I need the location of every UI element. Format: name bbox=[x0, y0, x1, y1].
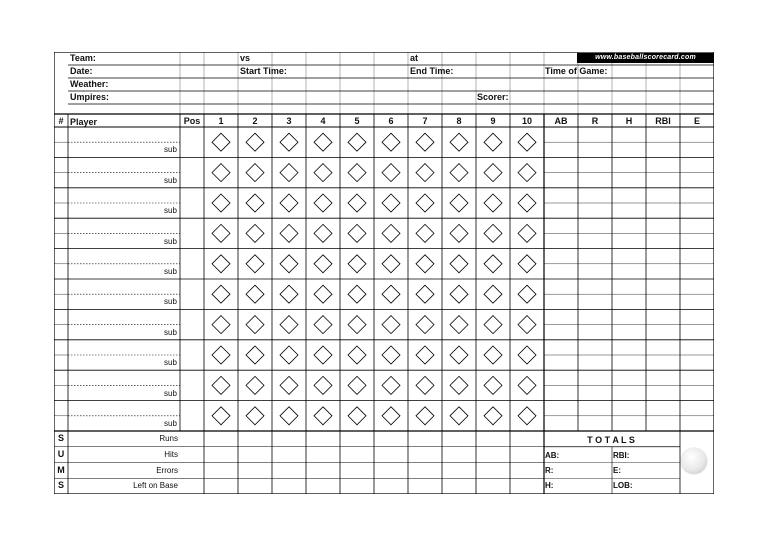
base-diamond[interactable] bbox=[212, 376, 230, 394]
stat-header-rbi: RBI bbox=[655, 116, 671, 126]
base-diamond[interactable] bbox=[382, 285, 400, 303]
date-label: Date: bbox=[70, 66, 93, 76]
brand-banner: www.baseballscorecard.com bbox=[577, 53, 714, 63]
base-diamond[interactable] bbox=[450, 194, 468, 212]
base-diamond[interactable] bbox=[416, 316, 434, 334]
inning-header: 9 bbox=[490, 116, 496, 126]
inning-header: 1 bbox=[218, 116, 224, 126]
base-diamond[interactable] bbox=[348, 194, 366, 212]
base-diamond[interactable] bbox=[246, 255, 264, 273]
base-diamond[interactable] bbox=[518, 133, 536, 151]
base-diamond[interactable] bbox=[518, 164, 536, 182]
sums-letter: S bbox=[57, 480, 64, 491]
base-diamond[interactable] bbox=[280, 194, 298, 212]
base-diamond[interactable] bbox=[246, 407, 264, 425]
base-diamond[interactable] bbox=[518, 407, 536, 425]
base-diamond[interactable] bbox=[484, 164, 502, 182]
totals-ab-label: AB: bbox=[545, 451, 560, 460]
base-diamond[interactable] bbox=[450, 407, 468, 425]
base-diamond[interactable] bbox=[484, 285, 502, 303]
baseball-icon bbox=[681, 448, 707, 474]
sub-label: sub bbox=[164, 388, 177, 398]
sub-label: sub bbox=[164, 327, 177, 337]
inning-header: 6 bbox=[388, 116, 394, 126]
base-diamond[interactable] bbox=[280, 316, 298, 334]
base-diamond[interactable] bbox=[314, 133, 332, 151]
base-diamond[interactable] bbox=[416, 376, 434, 394]
sums-row-label: Hits bbox=[164, 449, 178, 459]
col-pos-header: Pos bbox=[183, 116, 201, 126]
base-diamond[interactable] bbox=[280, 133, 298, 151]
sub-label: sub bbox=[164, 206, 177, 216]
base-diamond[interactable] bbox=[314, 285, 332, 303]
base-diamond[interactable] bbox=[450, 316, 468, 334]
base-diamond[interactable] bbox=[450, 255, 468, 273]
end-time-label: End Time: bbox=[410, 66, 454, 76]
base-diamond[interactable] bbox=[484, 194, 502, 212]
base-diamond[interactable] bbox=[484, 346, 502, 364]
base-diamond[interactable] bbox=[518, 224, 536, 242]
base-diamond[interactable] bbox=[416, 224, 434, 242]
base-diamond[interactable] bbox=[212, 346, 230, 364]
sums-letter: M bbox=[57, 464, 65, 475]
base-diamond[interactable] bbox=[484, 376, 502, 394]
base-diamond[interactable] bbox=[348, 164, 366, 182]
base-diamond[interactable] bbox=[382, 376, 400, 394]
sub-label: sub bbox=[164, 419, 177, 428]
sub-label: sub bbox=[164, 267, 177, 276]
base-diamond[interactable] bbox=[416, 194, 434, 212]
base-diamond[interactable] bbox=[450, 346, 468, 364]
weather-label: Weather: bbox=[70, 79, 109, 89]
base-diamond[interactable] bbox=[450, 224, 468, 242]
base-diamond[interactable] bbox=[212, 194, 230, 212]
base-diamond[interactable] bbox=[212, 224, 230, 242]
base-diamond[interactable] bbox=[280, 346, 298, 364]
base-diamond[interactable] bbox=[382, 194, 400, 212]
sub-label: sub bbox=[164, 175, 177, 185]
base-diamond[interactable] bbox=[382, 255, 400, 273]
sub-label: sub bbox=[164, 358, 177, 368]
base-diamond[interactable] bbox=[518, 316, 536, 334]
base-diamond[interactable] bbox=[246, 316, 264, 334]
inning-header: 7 bbox=[422, 116, 428, 126]
sub-label: sub bbox=[164, 297, 177, 307]
inning-header: 3 bbox=[286, 116, 292, 126]
base-diamond[interactable] bbox=[314, 376, 332, 394]
base-diamond[interactable] bbox=[314, 194, 332, 212]
base-diamond[interactable] bbox=[416, 285, 434, 303]
sums-letter: U bbox=[57, 448, 65, 459]
base-diamond[interactable] bbox=[348, 285, 366, 303]
base-diamond[interactable] bbox=[450, 164, 468, 182]
col-number-header: # bbox=[58, 116, 64, 126]
base-diamond[interactable] bbox=[314, 255, 332, 273]
inning-header: 8 bbox=[456, 116, 462, 126]
base-diamond[interactable] bbox=[348, 133, 366, 151]
sums-row-label: Left on Base bbox=[133, 481, 178, 491]
base-diamond[interactable] bbox=[348, 346, 366, 364]
base-diamond[interactable] bbox=[382, 316, 400, 334]
totals-e-label: E: bbox=[613, 466, 621, 475]
base-diamond[interactable] bbox=[450, 285, 468, 303]
base-diamond[interactable] bbox=[450, 376, 468, 394]
base-diamond[interactable] bbox=[212, 316, 230, 334]
base-diamond[interactable] bbox=[382, 346, 400, 364]
totals-lob-label: LOB: bbox=[613, 481, 633, 490]
base-diamond[interactable] bbox=[348, 255, 366, 273]
inning-header: 2 bbox=[252, 116, 258, 126]
base-diamond[interactable] bbox=[314, 346, 332, 364]
base-diamond[interactable] bbox=[212, 285, 230, 303]
base-diamond[interactable] bbox=[246, 346, 264, 364]
inning-header: 5 bbox=[354, 116, 360, 126]
base-diamond[interactable] bbox=[416, 133, 434, 151]
base-diamond[interactable] bbox=[280, 376, 298, 394]
stat-header-r: R bbox=[591, 116, 599, 126]
totals-r-label: R: bbox=[545, 466, 554, 475]
totals-h-label: H: bbox=[545, 481, 554, 490]
base-diamond[interactable] bbox=[246, 164, 264, 182]
base-diamond[interactable] bbox=[416, 407, 434, 425]
sums-row-label: Runs bbox=[159, 434, 178, 443]
base-diamond[interactable] bbox=[382, 224, 400, 242]
totals-rbi-label: RBI: bbox=[613, 451, 630, 460]
base-diamond[interactable] bbox=[484, 255, 502, 273]
stat-header-h: H bbox=[625, 116, 633, 126]
base-diamond[interactable] bbox=[348, 224, 366, 242]
base-diamond[interactable] bbox=[518, 194, 536, 212]
base-diamond[interactable] bbox=[484, 407, 502, 425]
stat-header-ab: AB bbox=[554, 116, 568, 126]
col-player-header: Player bbox=[70, 117, 98, 127]
base-diamond[interactable] bbox=[280, 285, 298, 303]
inning-header: 4 bbox=[320, 116, 326, 126]
base-diamond[interactable] bbox=[314, 316, 332, 334]
base-diamond[interactable] bbox=[280, 224, 298, 242]
base-diamond[interactable] bbox=[280, 407, 298, 425]
base-diamond[interactable] bbox=[280, 255, 298, 273]
base-diamond[interactable] bbox=[246, 224, 264, 242]
base-diamond[interactable] bbox=[518, 376, 536, 394]
scorecard-sheet bbox=[54, 52, 714, 494]
base-diamond[interactable] bbox=[450, 133, 468, 151]
base-diamond[interactable] bbox=[416, 164, 434, 182]
base-diamond[interactable] bbox=[382, 164, 400, 182]
base-diamond[interactable] bbox=[246, 133, 264, 151]
vs-label: vs bbox=[240, 53, 251, 63]
base-diamond[interactable] bbox=[246, 194, 264, 212]
base-diamond[interactable] bbox=[416, 255, 434, 273]
base-diamond[interactable] bbox=[382, 407, 400, 425]
totals-title: T O T A L S bbox=[587, 435, 635, 445]
sums-row-label: Errors bbox=[156, 465, 178, 475]
base-diamond[interactable] bbox=[484, 224, 502, 242]
base-diamond[interactable] bbox=[518, 285, 536, 303]
base-diamond[interactable] bbox=[484, 316, 502, 334]
base-diamond[interactable] bbox=[484, 133, 502, 151]
base-diamond[interactable] bbox=[382, 133, 400, 151]
start-time-label: Start Time: bbox=[240, 66, 287, 76]
time-of-game-label: Time of Game: bbox=[545, 66, 608, 76]
base-diamond[interactable] bbox=[212, 407, 230, 425]
base-diamond[interactable] bbox=[348, 376, 366, 394]
base-diamond[interactable] bbox=[212, 133, 230, 151]
scorer-label: Scorer: bbox=[477, 92, 509, 102]
at-label: at bbox=[410, 53, 419, 63]
sub-label: sub bbox=[164, 145, 177, 155]
team-label: Team: bbox=[70, 53, 96, 63]
base-diamond[interactable] bbox=[518, 346, 536, 364]
inning-header: 10 bbox=[521, 116, 532, 126]
base-diamond[interactable] bbox=[212, 164, 230, 182]
base-diamond[interactable] bbox=[246, 285, 264, 303]
base-diamond[interactable] bbox=[246, 376, 264, 394]
base-diamond[interactable] bbox=[280, 164, 298, 182]
base-diamond[interactable] bbox=[348, 407, 366, 425]
sums-letter: S bbox=[57, 433, 64, 443]
sub-label: sub bbox=[164, 236, 177, 246]
base-diamond[interactable] bbox=[314, 407, 332, 425]
base-diamond[interactable] bbox=[348, 316, 366, 334]
base-diamond[interactable] bbox=[314, 224, 332, 242]
base-diamond[interactable] bbox=[212, 255, 230, 273]
stat-header-e: E bbox=[693, 116, 700, 126]
base-diamond[interactable] bbox=[416, 346, 434, 364]
base-diamond[interactable] bbox=[314, 164, 332, 182]
base-diamond[interactable] bbox=[518, 255, 536, 273]
umpires-label: Umpires: bbox=[70, 92, 110, 102]
